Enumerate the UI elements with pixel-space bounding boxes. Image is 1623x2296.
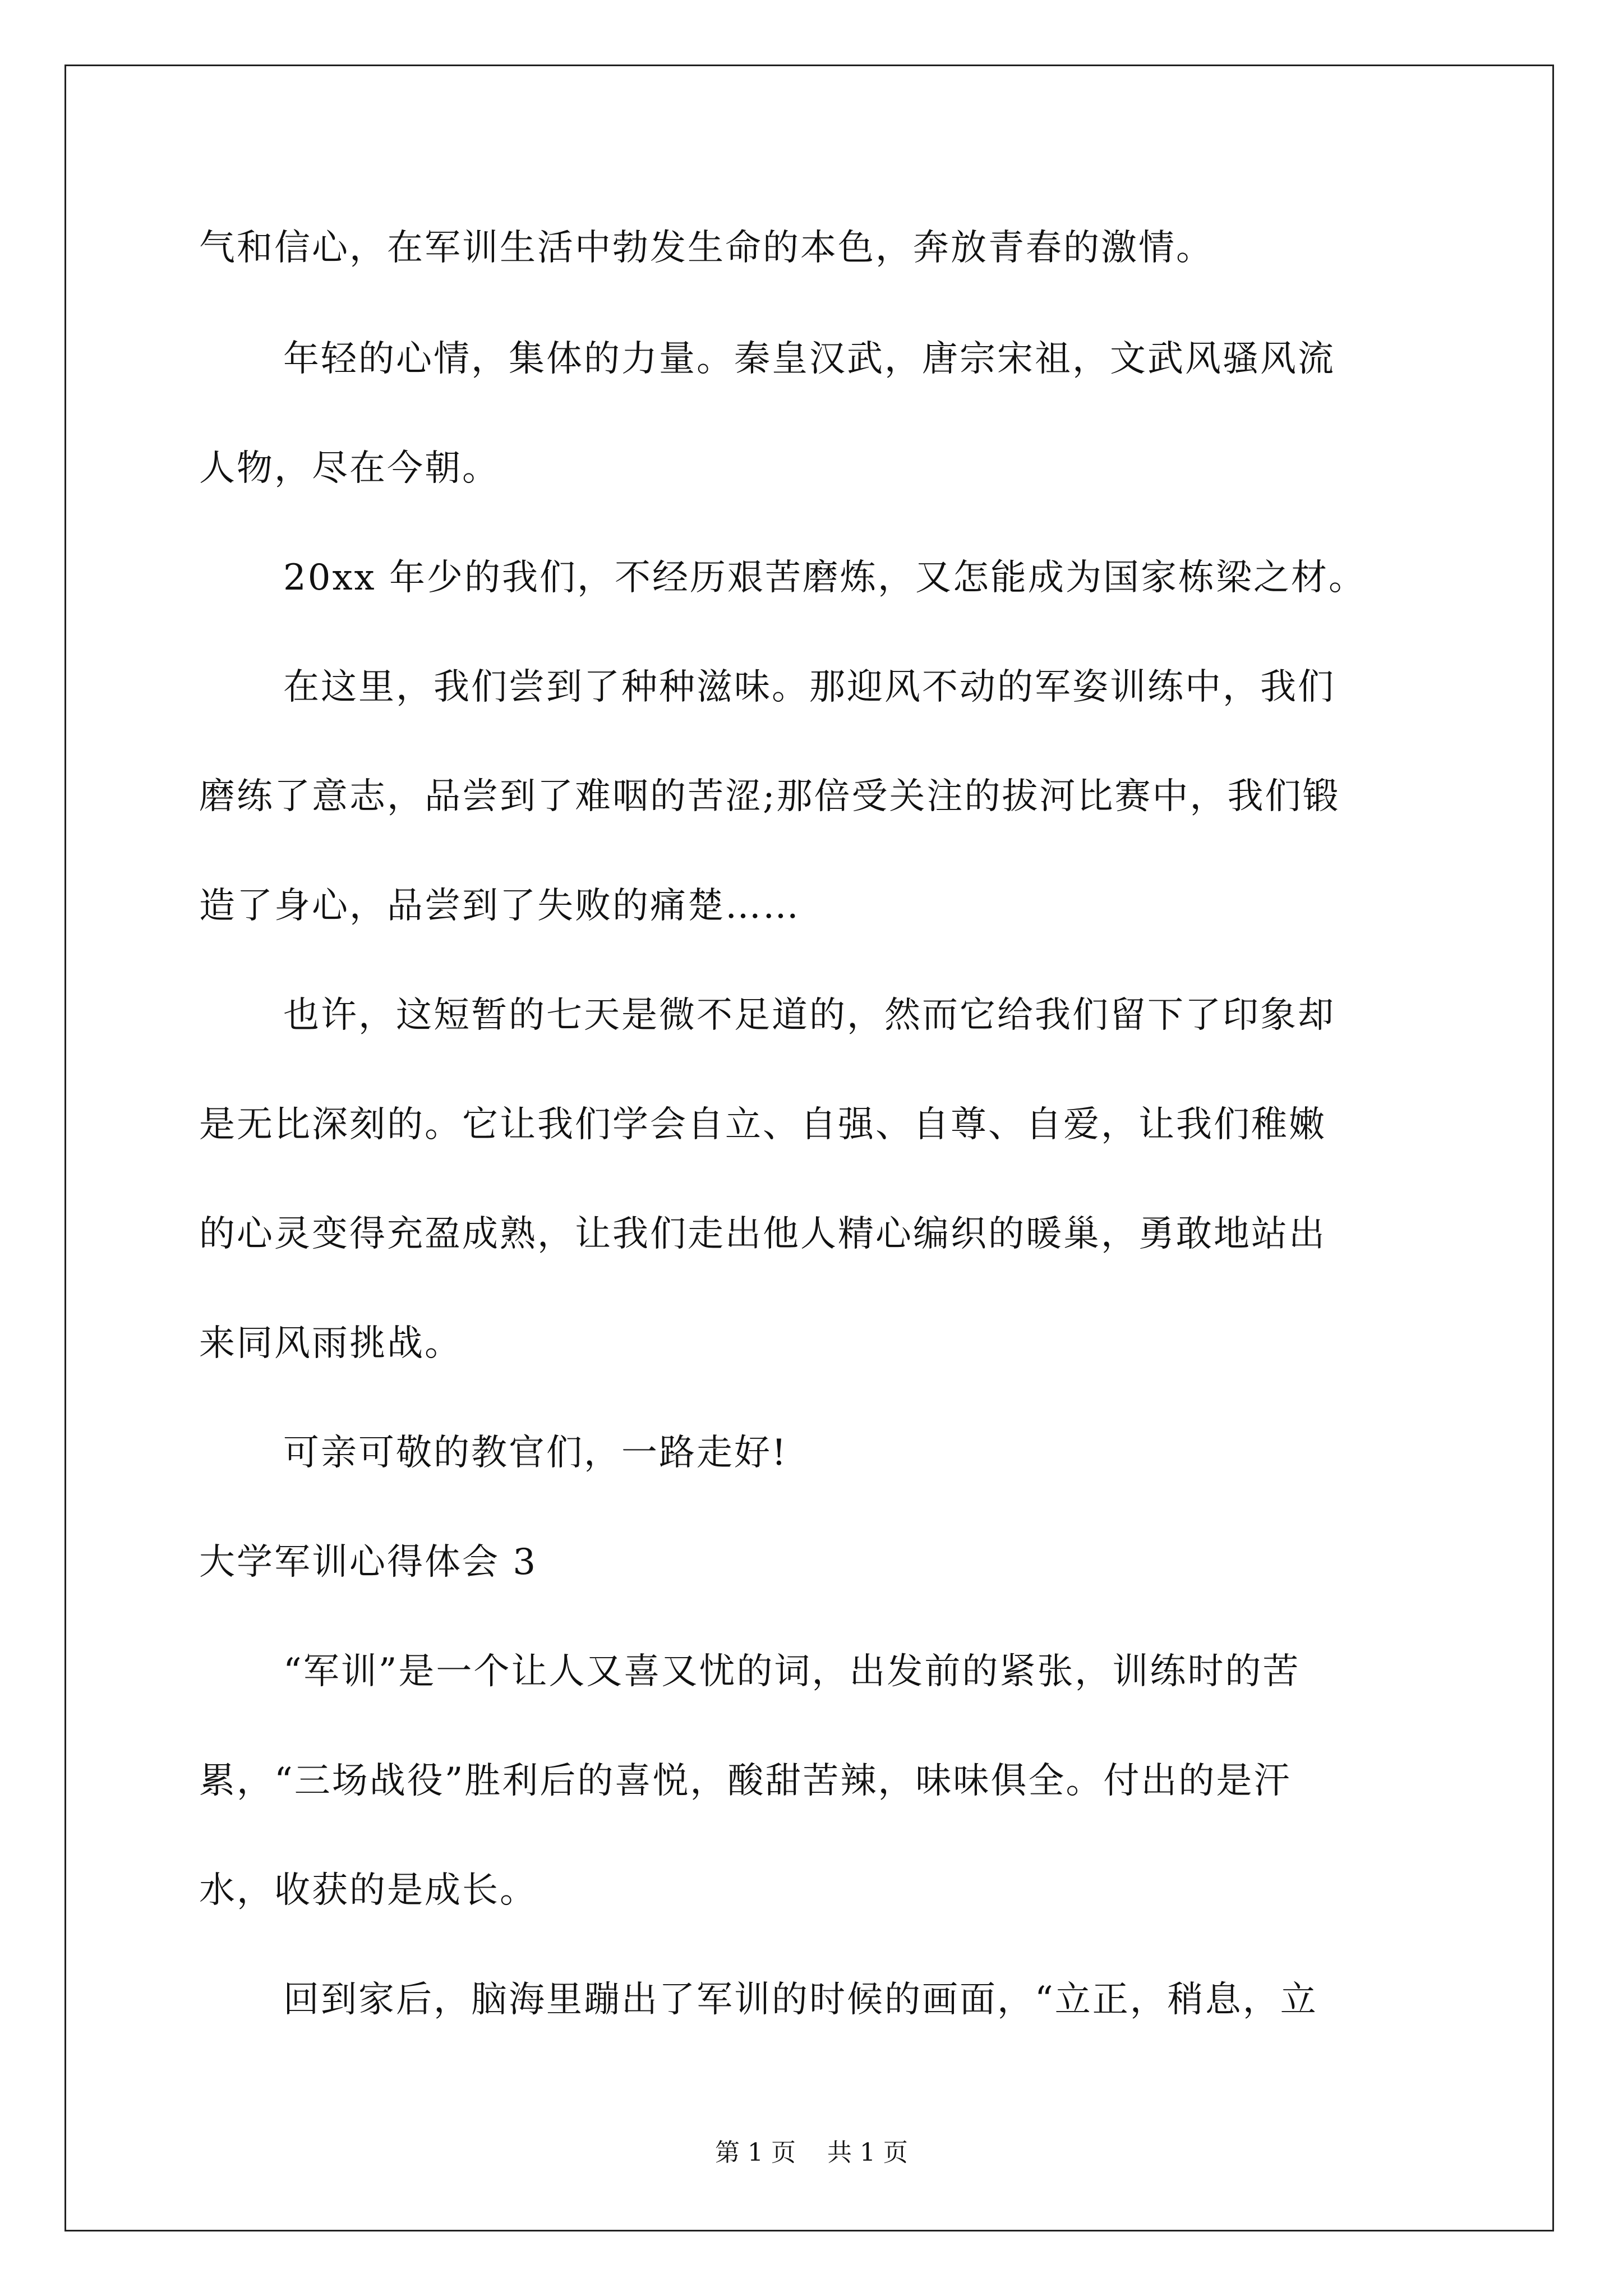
body-line-16: 水，收获的是成长。 [199,1870,537,1911]
body-line-2: 年轻的心情，集体的力量。秦皇汉武，唐宗宋祖，文武风骚风流 [283,338,1335,380]
body-line-14: “军训”是一个让人又喜又忧的词，出发前的紧张，训练时的苦 [283,1651,1301,1692]
section-heading: 大学军训心得体会 3 [199,1542,538,1583]
body-line-5: 在这里，我们尝到了种种滋味。那迎风不动的军姿训练中，我们 [283,666,1335,708]
body-line-8: 也许，这短暂的七天是微不足道的，然而它给我们留下了印象却 [283,995,1335,1036]
body-line-1: 气和信心，在军训生活中勃发生命的本色，奔放青春的激情。 [199,227,1214,269]
body-line-12: 可亲可敬的教官们，一路走好! [283,1432,788,1474]
body-line-9: 是无比深刻的。它让我们学会自立、自强、自尊、自爱，让我们稚嫩 [199,1104,1326,1145]
body-line-4: 20xx 年少的我们，不经历艰苦磨炼，又怎能成为国家栋梁之材。 [283,557,1366,599]
body-line-3: 人物，尽在今朝。 [199,448,500,489]
body-line-11: 来同风雨挑战。 [199,1323,462,1364]
body-line-17: 回到家后，脑海里蹦出了军训的时候的画面，“立正，稍息，立 [283,1979,1318,2021]
page-footer: 第 1 页 共 1 页 [715,2138,908,2167]
body-line-7: 造了身心，品尝到了失败的痛楚…… [199,885,800,927]
body-line-6: 磨练了意志，品尝到了难咽的苦涩;那倍受关注的拔河比赛中，我们锻 [199,776,1340,817]
body-line-15: 累，“三场战役”胜利后的喜悦，酸甜苦辣，味味俱全。付出的是汗 [199,1760,1292,1802]
body-line-10: 的心灵变得充盈成熟，让我们走出他人精心编织的暖巢，勇敢地站出 [199,1213,1326,1255]
